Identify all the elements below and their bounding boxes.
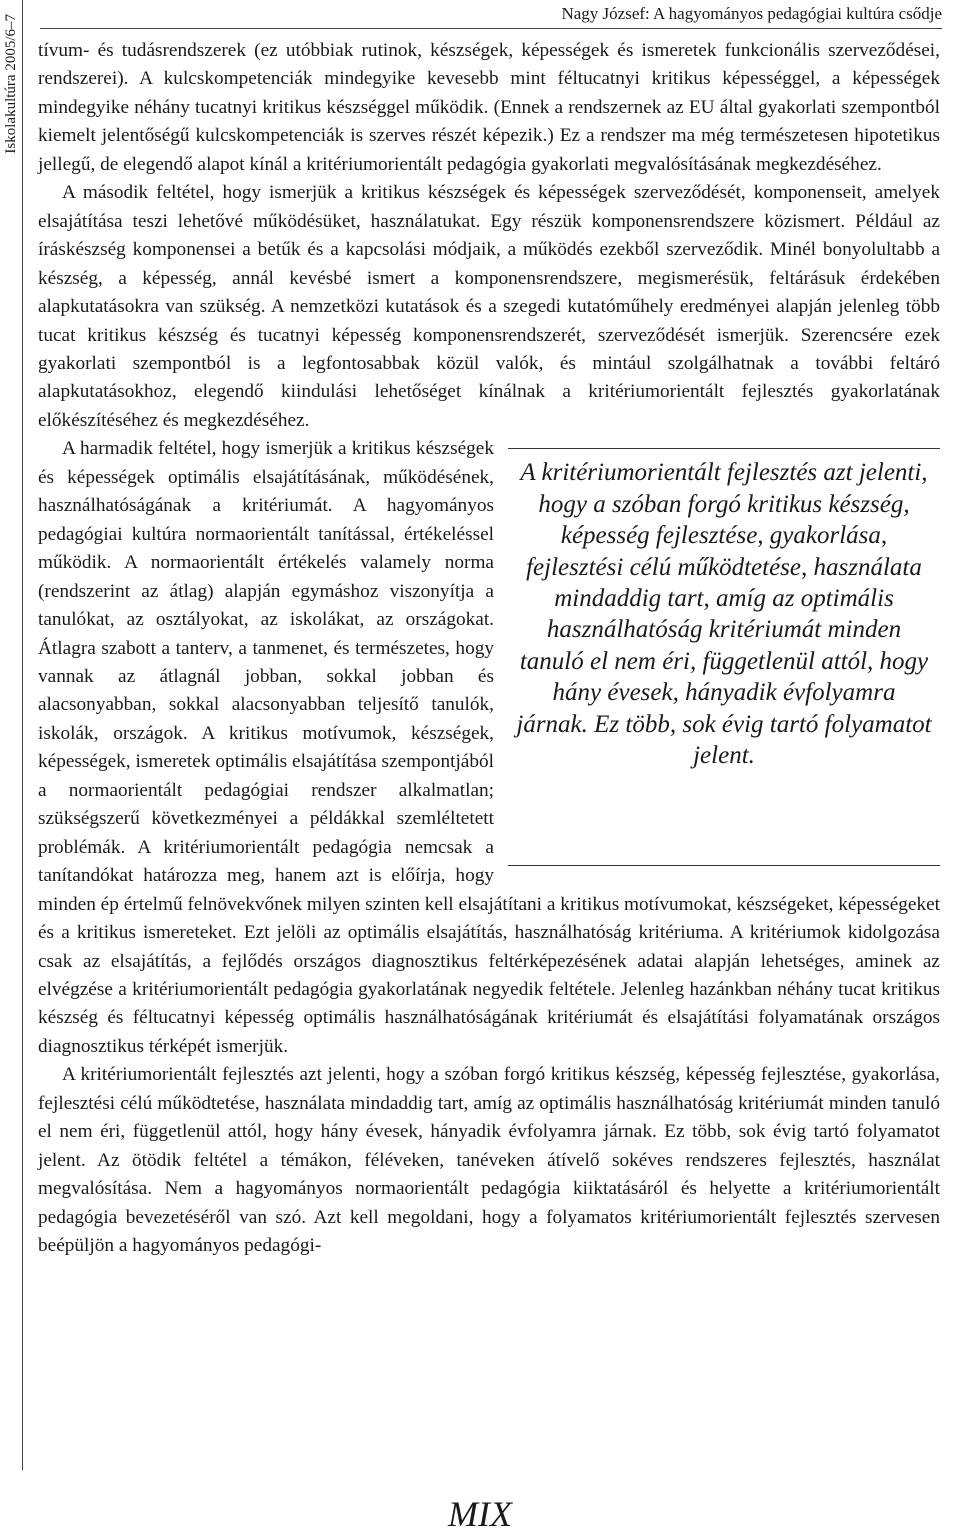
article-body [38, 37, 940, 1260]
paragraph-3-text: A harmadik feltétel, hogy ismerjük a kritikus készségek és képességek optimális elsajátításának, működésének, használhatóságának a kritériumát. A hagyományos pedagógiai kultúra normaorientált tanítással, értékeléssel működik. A normaorientált értékelés valamely norma (rendszerint az átlag) alapján egymáshoz viszonyítja a tanulókat, az osztályokat, az iskolákat, az országokat. Átlagra szabott a tanterv, a tanmenet, és természetes, hogy vannak az átlagnál jobban, sokkal jobban és alacsonyabban, sokkal alacsonyabban teljesítő tanulók, iskolák, országok. A kritikus motívumok, készségek, képességek, ismeretek optimális elsajátítása szempontjából a normaorientált pedagógiai rendszer alkalmatlan; szükségszerű következményei a példákkal szemléltetett problémák. A kritériumorientált pedagógia nemcsak a tanítandókat határozza meg, hanem azt is előírja, hogy minden ép értelmű felnövekvőnek milyen szinten kell elsajátítani a kritikus motívumokat, készségeket, képességeket és a kritikus ismereteket. Ezt jelöli az optimális elsajátítás, használhatóság kritériuma. A kritériumok kidolgozása csak az elsajátítás, a fejlődés országos diagnosztikus feltérképezésének adatai alapján lehetséges, aminek az elvégzése a kritériumorientált pedagógia gyakorlatának negyedik feltétele. Jelenleg hazánkban néhány tucat kritikus készség és féltucatnyi képesség optimális használhatóságának kritériumát és elsajátítási folyamatának országos diagnosztikus térképét ismerjük. [38, 438, 940, 1057]
side-rule [0, 0, 23, 1470]
journal-issue-label: Iskolakultúra 2005/6–7 [3, 14, 19, 154]
paragraph-4: A kritériumorientált fejlesztés azt jelenti, hogy a szóban forgó kritikus készség, képesség fejlesztése, gyakorlása, fejlesztési célú működtetése, használata mindaddig tart, amíg az optimális használhatóság kritériumát minden tanuló el nem éri, függetlenül attól, hogy hány évesek, hányadik évfolyamra járnak. Ez több, sok évig tartó folyamatot jelent. Az ötödik feltétel a témákon, féléveken, tanéveken átívelő sokéves rendszeres fejlesztés, használat megvalósítása. Nem a hagyományos normaorientált pedagógia kiiktatásáról és helyette a kritériumorientált pedagógia bevezetéséről van szó. Azt kell megoldani, hogy a folyamatos kritériumorientált fejlesztés szervesen beépüljön a hagyományos pedagógi- [38, 1064, 940, 1257]
section-footer: MIX [448, 1494, 512, 1534]
paragraph-3 [38, 435, 940, 1061]
paragraph-2: A második feltétel, hogy ismerjük a kritikus készségek és képességek szerveződését, komponenseit, amelyek elsajátítása teszi lehetővé működésüket, használatukat. Egy részük komponensrendszere közismert. Például az íráskészség komponensei a betűk és a kapcsolási módjaik, a működés ezekből szerveződik. Minél bonyolultabb a készség, a képesség, annál kevésbé ismert a komponensrendszere, megismerésük, feltárásuk érdekében alapkutatásokra van szükség. A nemzetközi kutatások és a szegedi kutatóműhely eredményei alapján jelenleg több tucat kritikus készség és tucatnyi képesség komponensrendszerét, szerveződését ismerjük. Szerencsére ezek gyakorlati szempontból is a legfontosabbak közül valók, és mintául szolgálhatnak a további feltáró alapkutatásokhoz, elegendő kiindulási lehetőséget kínálnak a kritériumorientált fejlesztés gyakorlatának előkészítéséhez és megkezdéséhez. [38, 182, 940, 431]
pullquote: A kritériumorientált fejlesztés azt jelenti, hogy a szóban forgó kritikus készség, képesség fejlesztése, gyakorlása, fejlesztési célú működtetése, használata mindaddig tart, amíg az optimális használhatóság kritériumát minden tanuló el nem éri, függetlenül attól, hogy hány évesek, hányadik évfolyamra járnak. Ez több, sok évig tartó folyamatot jelent. [508, 448, 940, 866]
running-header: Nagy József: A hagyományos pedagógiai kultúra csődje [40, 2, 942, 29]
paragraph-1: tívum- és tudásrendszerek (ez utóbbiak rutinok, készségek, képességek és ismeretek funkcionális szerveződései, rendszerei). A kulcskompetenciák mindegyike kevesebb mint féltucatnyi kritikus képességgel, a képességek mindegyike néhány tucatnyi kritikus készséggel működik. (Ennek a rendszernek az EU által gyakorlati szempontból kiemelt jelentőségű kulcskompetenciák is szerves részét képezik.) Ez a rendszer ma még természetesen hipotetikus jellegű, de elegendő alapot kínál a kritériumorientált pedagógia gyakorlati megvalósításának megkezdéséhez. [38, 40, 940, 175]
